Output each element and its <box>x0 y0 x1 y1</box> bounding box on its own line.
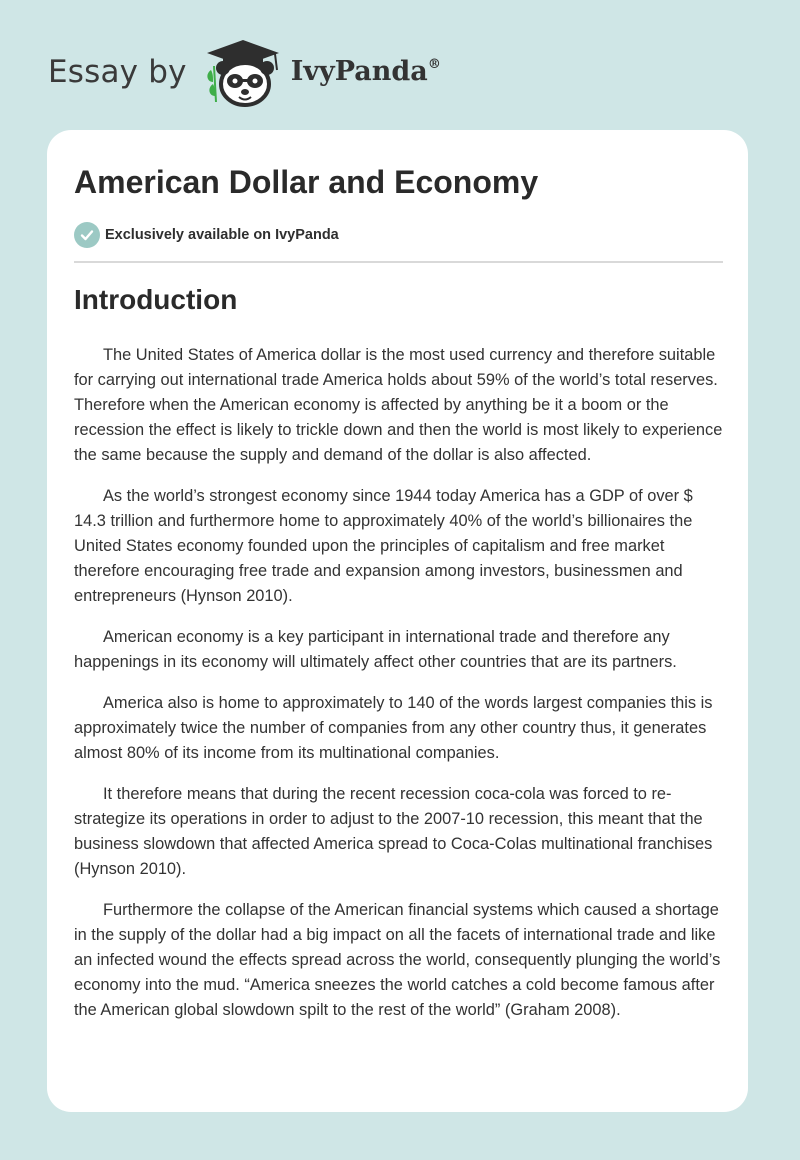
check-circle-icon <box>74 222 100 248</box>
panda-graduate-logo-icon[interactable] <box>201 36 285 108</box>
registered-mark: ® <box>427 56 441 72</box>
exclusive-badge <box>74 222 339 248</box>
section-heading: Introduction <box>74 284 238 315</box>
divider <box>74 261 723 263</box>
paragraph: The United States of America dollar is the most used currency and therefore suitable for carrying out international trade America holds about 59% of the world’s total reserves. Therefore when the American economy is affected by anything be it a boom or the recession the effect is likely to trickle down and then the world is most likely to experience the same because the supply and demand of the dollar is also affected. <box>74 346 723 464</box>
paragraph: America also is home to approximately to 140 of the words largest companies this is approximately twice the number of companies from any other country thus, it generates almost 80% of its income from its multinational companies. <box>74 694 713 762</box>
paragraph: Furthermore the collapse of the American financial systems which caused a shortage in the supply of the dollar had a big impact on all the facets of international trade and like an infected wound the effects spread across the world, consequently plunging the world’s economy into the mud. “America sneezes the world catches a cold become famous after the American global slowdown spilt to the rest of the world” (Graham 2008). <box>74 901 721 1019</box>
essay-body <box>74 343 726 1039</box>
essay-card <box>47 130 748 1112</box>
paragraph: As the world’s strongest economy since 1944 today America has a GDP of over $ 14.3 trillion and furthermore home to approximately 40% of the world’s billionaires the United States economy founded upon the principles of capitalism and free market therefore encouraging free trade and expansion among investors, businessmen and entrepreneurs (Hynson 2010). <box>74 487 693 605</box>
badge-label: Exclusively available on IvyPanda <box>105 227 339 243</box>
paragraph: American economy is a key participant in international trade and therefore any happenings in its economy will ultimately affect other countries that are its partners. <box>74 628 677 671</box>
brand-name[interactable]: IvyPanda® <box>290 55 441 87</box>
essay-by-label: Essay by <box>48 54 187 90</box>
essay-title: American Dollar and Economy <box>74 164 539 200</box>
site-header <box>48 36 441 108</box>
paragraph: It therefore means that during the recent recession coca-cola was forced to re-strategize its operations in order to adjust to the 2007-10 recession, this meant that the business slowdown that affected America spread to Coca-Colas multinational franchises (Hynson 2010). <box>74 785 713 878</box>
